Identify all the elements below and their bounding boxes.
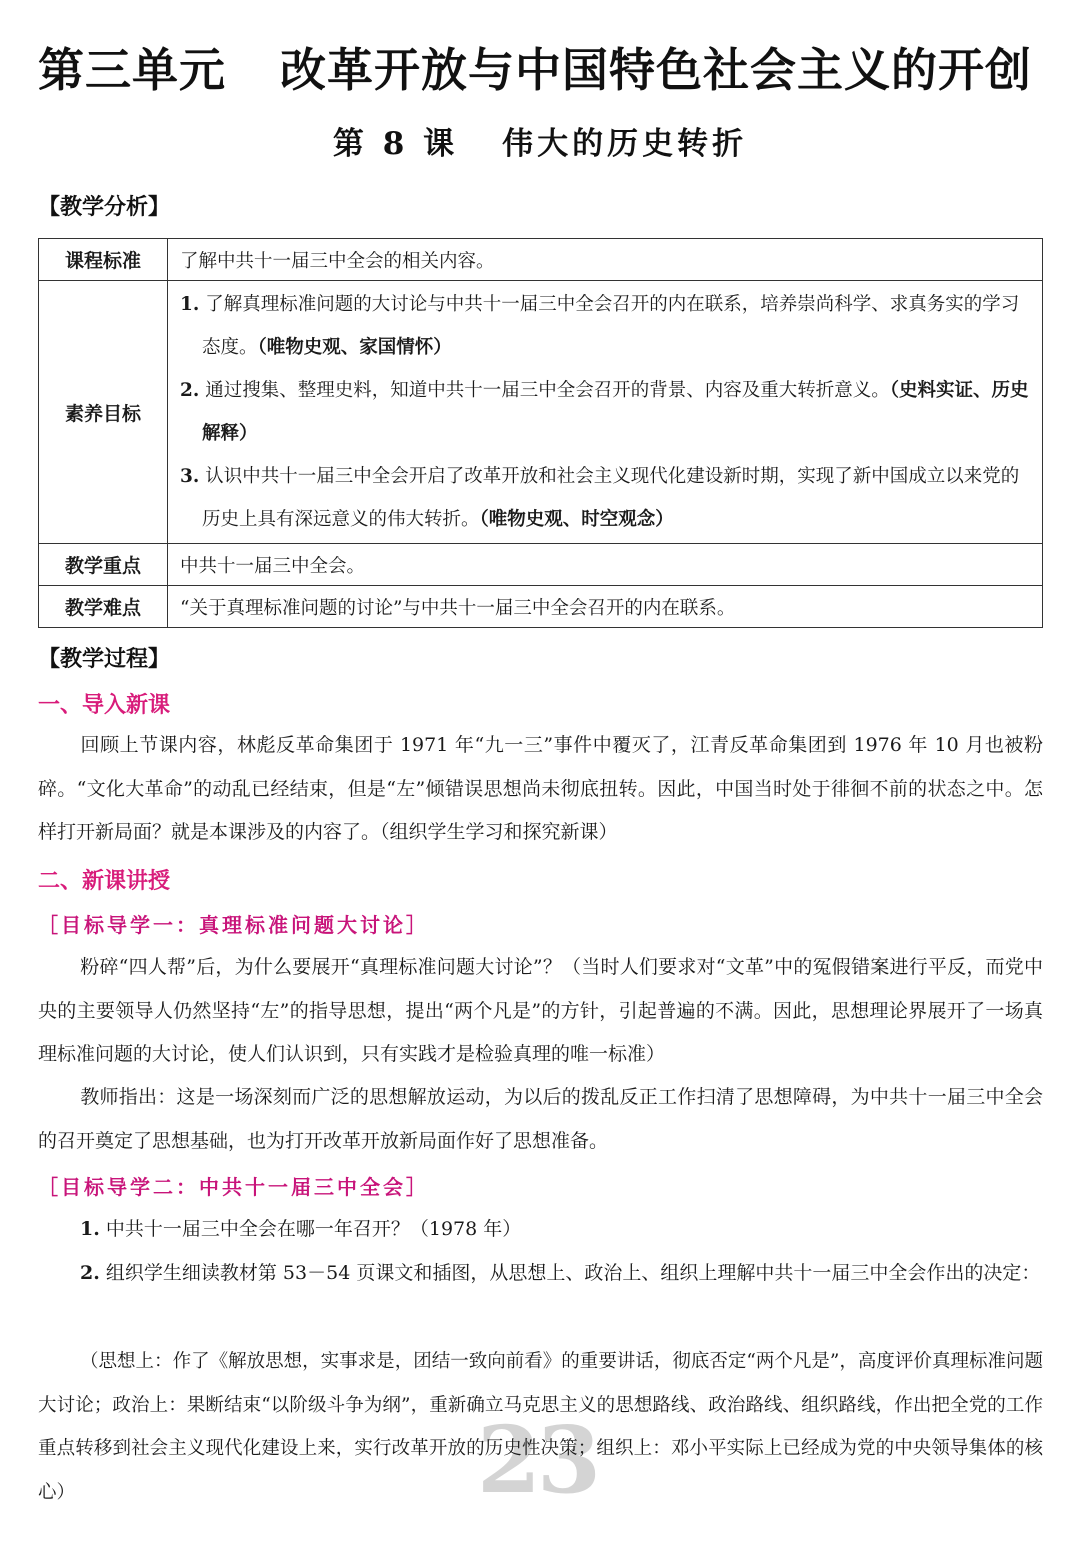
table-row — [39, 544, 1043, 586]
table-row — [39, 586, 1043, 628]
page-number: 23 — [477, 1406, 598, 1514]
difficulty-text: “关于真理标准问题的讨论”与中共十一届三中全会召开的内在联系。 — [168, 586, 1043, 628]
goal-item: 2. 通过搜集、整理史料，知道中共十一届三中全会召开的背景、内容及重大转折意义。（史料实证、历史解释） — [180, 380, 1029, 444]
unit-title — [38, 34, 1042, 100]
unit-name: 改革开放与中国特色社会主义的开创 — [280, 43, 1032, 97]
unit-prefix: 第三单元 — [38, 43, 226, 97]
goal-item: 3. 认识中共十一届三中全会开启了改革开放和社会主义现代化建设新时期，实现了新中国成立以来党的历史上具有深远意义的伟大转折。（唯物史观、时空观念） — [180, 466, 1020, 530]
guide-1-title: ［目标导学一：真理标准问题大讨论］ — [38, 913, 429, 937]
standard-label: 课程标准 — [39, 239, 168, 281]
process-heading: 【教学过程】 — [38, 647, 171, 672]
key-point-text: 中共十一届三中全会。 — [168, 544, 1043, 586]
standard-text: 了解中共十一届三中全会的相关内容。 — [168, 239, 1043, 281]
analysis-heading: 【教学分析】 — [38, 195, 171, 220]
table-row — [39, 239, 1043, 281]
lesson-number: 第 8 课 — [332, 126, 459, 162]
question-2: 2. 组织学生细读教材第 53－54 页课文和插图，从思想上、政治上、组织上理解中共十一届三中全会作出的决定： — [80, 1262, 1041, 1284]
lesson-name: 伟大的历史转折 — [502, 126, 748, 162]
intro-paragraph: 回顾上节课内容，林彪反革命集团于 1971 年“九一三”事件中覆灭了，江青反革命集团到 1976 年 10 月也被粉碎。“文化大革命”的动乱已经结束，但是“左”倾错误思想尚未彻底扭转。因此，中国当时处于徘徊不前的状态之中。怎样打开新局面？就是本课涉及的内容了。（组织学生学习和探究新课） — [38, 734, 1043, 843]
new-lesson-heading: 二、新课讲授 — [38, 869, 171, 894]
guide-2-title: ［目标导学二：中共十一届三中全会］ — [38, 1175, 429, 1199]
goal-item: 1. 了解真理标准问题的大讨论与中共十一届三中全会召开的内在联系，培养崇尚科学、求真务实的学习态度。（唯物史观、家国情怀） — [180, 294, 1020, 358]
guide-1-paragraph-1: 粉碎“四人帮”后，为什么要展开“真理标准问题大讨论”？（当时人们要求对“文革”中的冤假错案进行平反，而党中央的主要领导人仍然坚持“左”的指导思想，提出“两个凡是”的方针，引起普遍的不满。因此，思想理论界展开了一场真理标准问题的大讨论，使人们认识到，只有实践才是检验真理的唯一标准） — [38, 956, 1043, 1065]
key-point-label: 教学重点 — [39, 544, 168, 586]
difficulty-label: 教学难点 — [39, 586, 168, 628]
goals-cell — [168, 281, 1043, 544]
intro-heading: 一、导入新课 — [38, 693, 171, 718]
goals-label: 素养目标 — [39, 281, 168, 544]
guide-1-paragraph-2: 教师指出：这是一场深刻而广泛的思想解放运动，为以后的拨乱反正工作扫清了思想障碍，为中共十一届三中全会的召开奠定了思想基础，也为打开改革开放新局面作好了思想准备。 — [38, 1086, 1043, 1152]
question-2-answer: （思想上：作了《解放思想，实事求是，团结一致向前看》的重要讲话，彻底否定“两个凡是”，高度评价真理标准问题大讨论；政治上：果断结束“以阶级斗争为纲”，重新确立马克思主义的思想路线、政治路线、组织路线，作出把全党的工作重点转移到社会主义现代化建设上来，实行改革开放的历史性决策；组织上：邓小平实际上已经成为党的中央领导集体的核心） — [38, 1351, 1043, 1503]
question-1: 1. 中共十一届三中全会在哪一年召开？（1978 年） — [80, 1218, 522, 1240]
table-row — [39, 281, 1043, 544]
analysis-table — [38, 238, 1043, 628]
lesson-title — [0, 118, 1080, 163]
